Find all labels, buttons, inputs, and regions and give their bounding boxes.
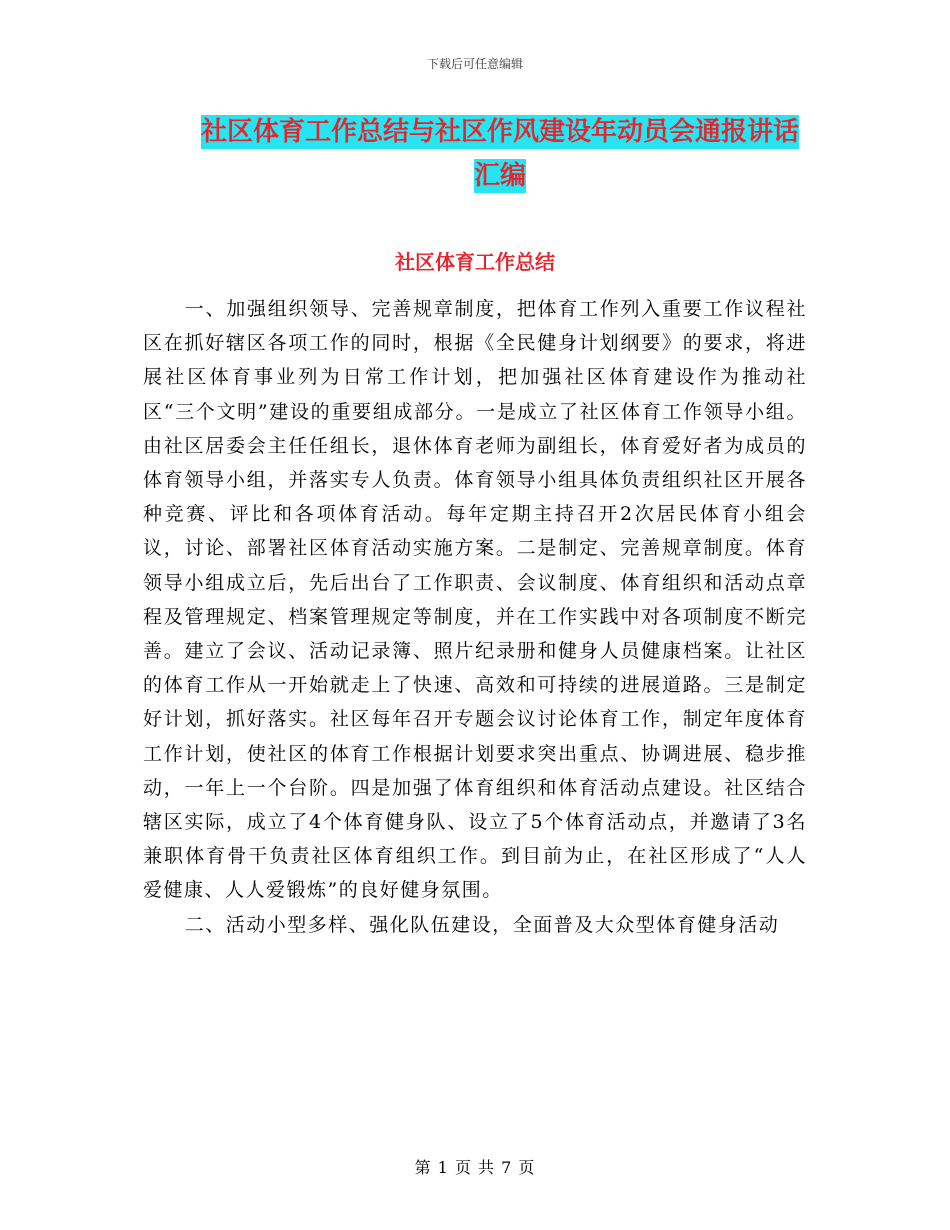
document-title	[150, 110, 850, 198]
paragraph-1: 一、加强组织领导、完善规章制度，把体育工作列入重要工作议程社区在抓好辖区各项工作的同时，根据《全民健身计划纲要》的要求，将进展社区体育事业列为日常工作计划，把加强社区体育建设作为推动社区“三个文明”建设的重要组成部分。一是成立了社区体育工作领导小组。由社区居委会主任任组长，退休体育老师为副组长，体育爱好者为成员的体育领导小组，并落实专人负责。体育领导小组具体负责组织社区开展各种竞赛、评比和各项体育活动。每年定期主持召开2次居民体育小组会议，讨论、部署社区体育活动实施方案。二是制定、完善规章制度。体育领导小组成立后，先后出台了工作职责、会议制度、体育组织和活动点章程及管理规定、档案管理规定等制度，并在工作实践中对各项制度不断完善。建立了会议、活动记录簿、照片纪录册和健身人员健康档案。让社区的体育工作从一开始就走上了快速、高效和可持续的进展道路。三是制定好计划，抓好落实。社区每年召开专题会议讨论体育工作，制定年度体育工作计划，使社区的体育工作根据计划要求突出重点、协调进展、稳步推动，一年上一个台阶。四是加强了体育组织和体育活动点建设。社区结合辖区实际，成立了4个体育健身队、设立了5个体育活动点，并邀请了3名兼职体育骨干负责社区体育组织工作。到目前为止，在社区形成了“人人爱健康、人人爱锻炼”的良好健身氛围。	[143, 298, 807, 902]
body-text	[143, 292, 807, 942]
title-line-2: 汇编	[473, 161, 526, 191]
paragraph-2: 二、活动小型多样、强化队伍建设，全面普及大众型体育健身活动	[184, 913, 780, 936]
page-footer: 第 1 页 共 7 页	[414, 1158, 536, 1177]
title-line-1: 社区体育工作总结与社区作风建设年动员会通报讲话	[200, 117, 799, 147]
section-title: 社区体育工作总结	[395, 250, 555, 274]
header-note: 下载后可任意编辑	[426, 57, 523, 71]
